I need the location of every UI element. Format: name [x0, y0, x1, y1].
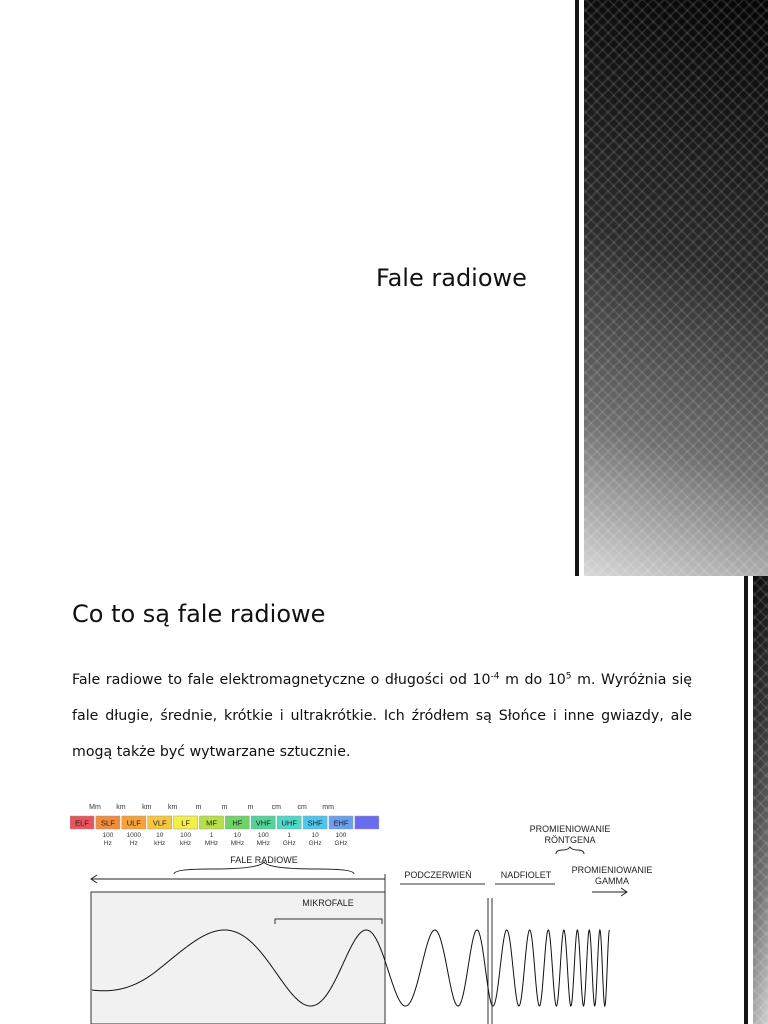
band-scale — [70, 804, 379, 847]
xray-label-line2: RÖNTGENA — [544, 835, 596, 845]
band-wavelength-unit: km — [116, 804, 126, 811]
band-hf — [225, 804, 253, 847]
slide-title: Fale radiowe — [376, 264, 527, 292]
band-label: LF — [181, 818, 190, 828]
xray-brace — [556, 847, 584, 854]
band-frequency-unit: MHz — [256, 840, 270, 847]
band-label: UHF — [281, 818, 297, 828]
band-frequency-value: 1000 — [126, 832, 142, 839]
band-label: VLF — [152, 818, 167, 828]
panel-divider — [575, 0, 579, 576]
description-paragraph — [72, 662, 692, 770]
band-frequency-unit: Hz — [103, 840, 112, 847]
band-mf — [200, 804, 228, 847]
band-frequency-unit: MHz — [204, 840, 219, 847]
band-wavelength-unit: m — [195, 804, 202, 811]
band-label: EHF — [333, 818, 349, 828]
band-wavelength-unit: Mm — [89, 804, 101, 811]
band-uhf — [277, 804, 307, 847]
band-extra — [355, 816, 379, 829]
radio-waves-box — [91, 892, 385, 1024]
band-wavelength-unit: cm — [271, 804, 281, 811]
gamma-arrow — [592, 888, 627, 896]
radio-waves-label: FALE RADIOWE — [230, 855, 298, 865]
band-vlf — [148, 804, 178, 847]
carbon-fiber-panel — [584, 0, 768, 576]
band-lf — [174, 804, 202, 847]
band-label: MF — [206, 818, 217, 828]
xray-label-line1: PROMIENIOWANIE — [529, 824, 611, 834]
band-frequency-value: 1 — [209, 832, 214, 839]
band-wavelength-unit: m — [247, 804, 254, 811]
band-label: VHF — [255, 818, 271, 828]
band-label: ULF — [126, 818, 141, 828]
panel-divider — [744, 576, 748, 1024]
band-frequency-value: 100 — [102, 832, 114, 839]
ultraviolet-label: NADFIOLET — [500, 870, 552, 880]
band-frequency-value: 100 — [180, 832, 192, 839]
band-label: HF — [232, 818, 243, 828]
band-wavelength-unit: cm — [297, 804, 307, 811]
band-frequency-value: 10 — [233, 832, 242, 839]
band-frequency-unit: GHz — [308, 840, 322, 847]
band-frequency-unit: GHz — [282, 840, 296, 847]
microwave-label: MIKROFALE — [302, 898, 354, 908]
band-frequency-unit: MHz — [230, 840, 245, 847]
paragraph-text-2: m do 10 — [499, 672, 566, 688]
band-label: SHF — [307, 818, 323, 828]
carbon-fiber-panel — [753, 576, 768, 1024]
slide-heading: Co to są fale radiowe — [72, 600, 326, 628]
paragraph-text-3: m. Wyróżnia się fale długie, średnie, krótkie i ultrakrótkie. Ich źródłem są Słońce i inne gwiazdy, ale mogą także być wytwarzane sztucznie. — [72, 672, 693, 760]
band-frequency-value: 10 — [156, 832, 164, 839]
band-ulf — [122, 804, 152, 847]
band-frequency-unit: GHz — [334, 840, 348, 847]
band-label: ELF — [75, 818, 89, 828]
paragraph-text-1: Fale radiowe to fale elektromagnetyczne o długości od 10 — [72, 672, 491, 688]
infrared-label: PODCZERWIEŃ — [404, 870, 472, 880]
band-vhf — [251, 804, 281, 847]
band-frequency-value: 100 — [257, 832, 269, 839]
band-wavelength-unit: km — [168, 804, 178, 811]
spectrum-diagram — [70, 798, 670, 1024]
band-frequency-unit: kHz — [179, 840, 192, 847]
gamma-label-line1: PROMIENIOWANIE — [571, 865, 653, 875]
band-ehf — [329, 816, 353, 847]
gamma-label-line2: GAMMA — [594, 876, 630, 886]
band-frequency-unit: kHz — [154, 840, 166, 847]
band-wavelength-unit: m — [221, 804, 228, 811]
band-swatch — [355, 816, 379, 829]
band-frequency-value: 100 — [335, 832, 347, 839]
band-frequency-unit: Hz — [129, 840, 138, 847]
band-frequency-value: 1 — [287, 832, 292, 839]
band-wavelength-unit: mm — [322, 804, 334, 811]
exponent-max: 5 — [565, 671, 572, 682]
band-label: SLF — [101, 818, 115, 828]
band-wavelength-unit: km — [142, 804, 152, 811]
band-frequency-value: 10 — [311, 832, 319, 839]
exponent-min: -4 — [490, 671, 500, 682]
